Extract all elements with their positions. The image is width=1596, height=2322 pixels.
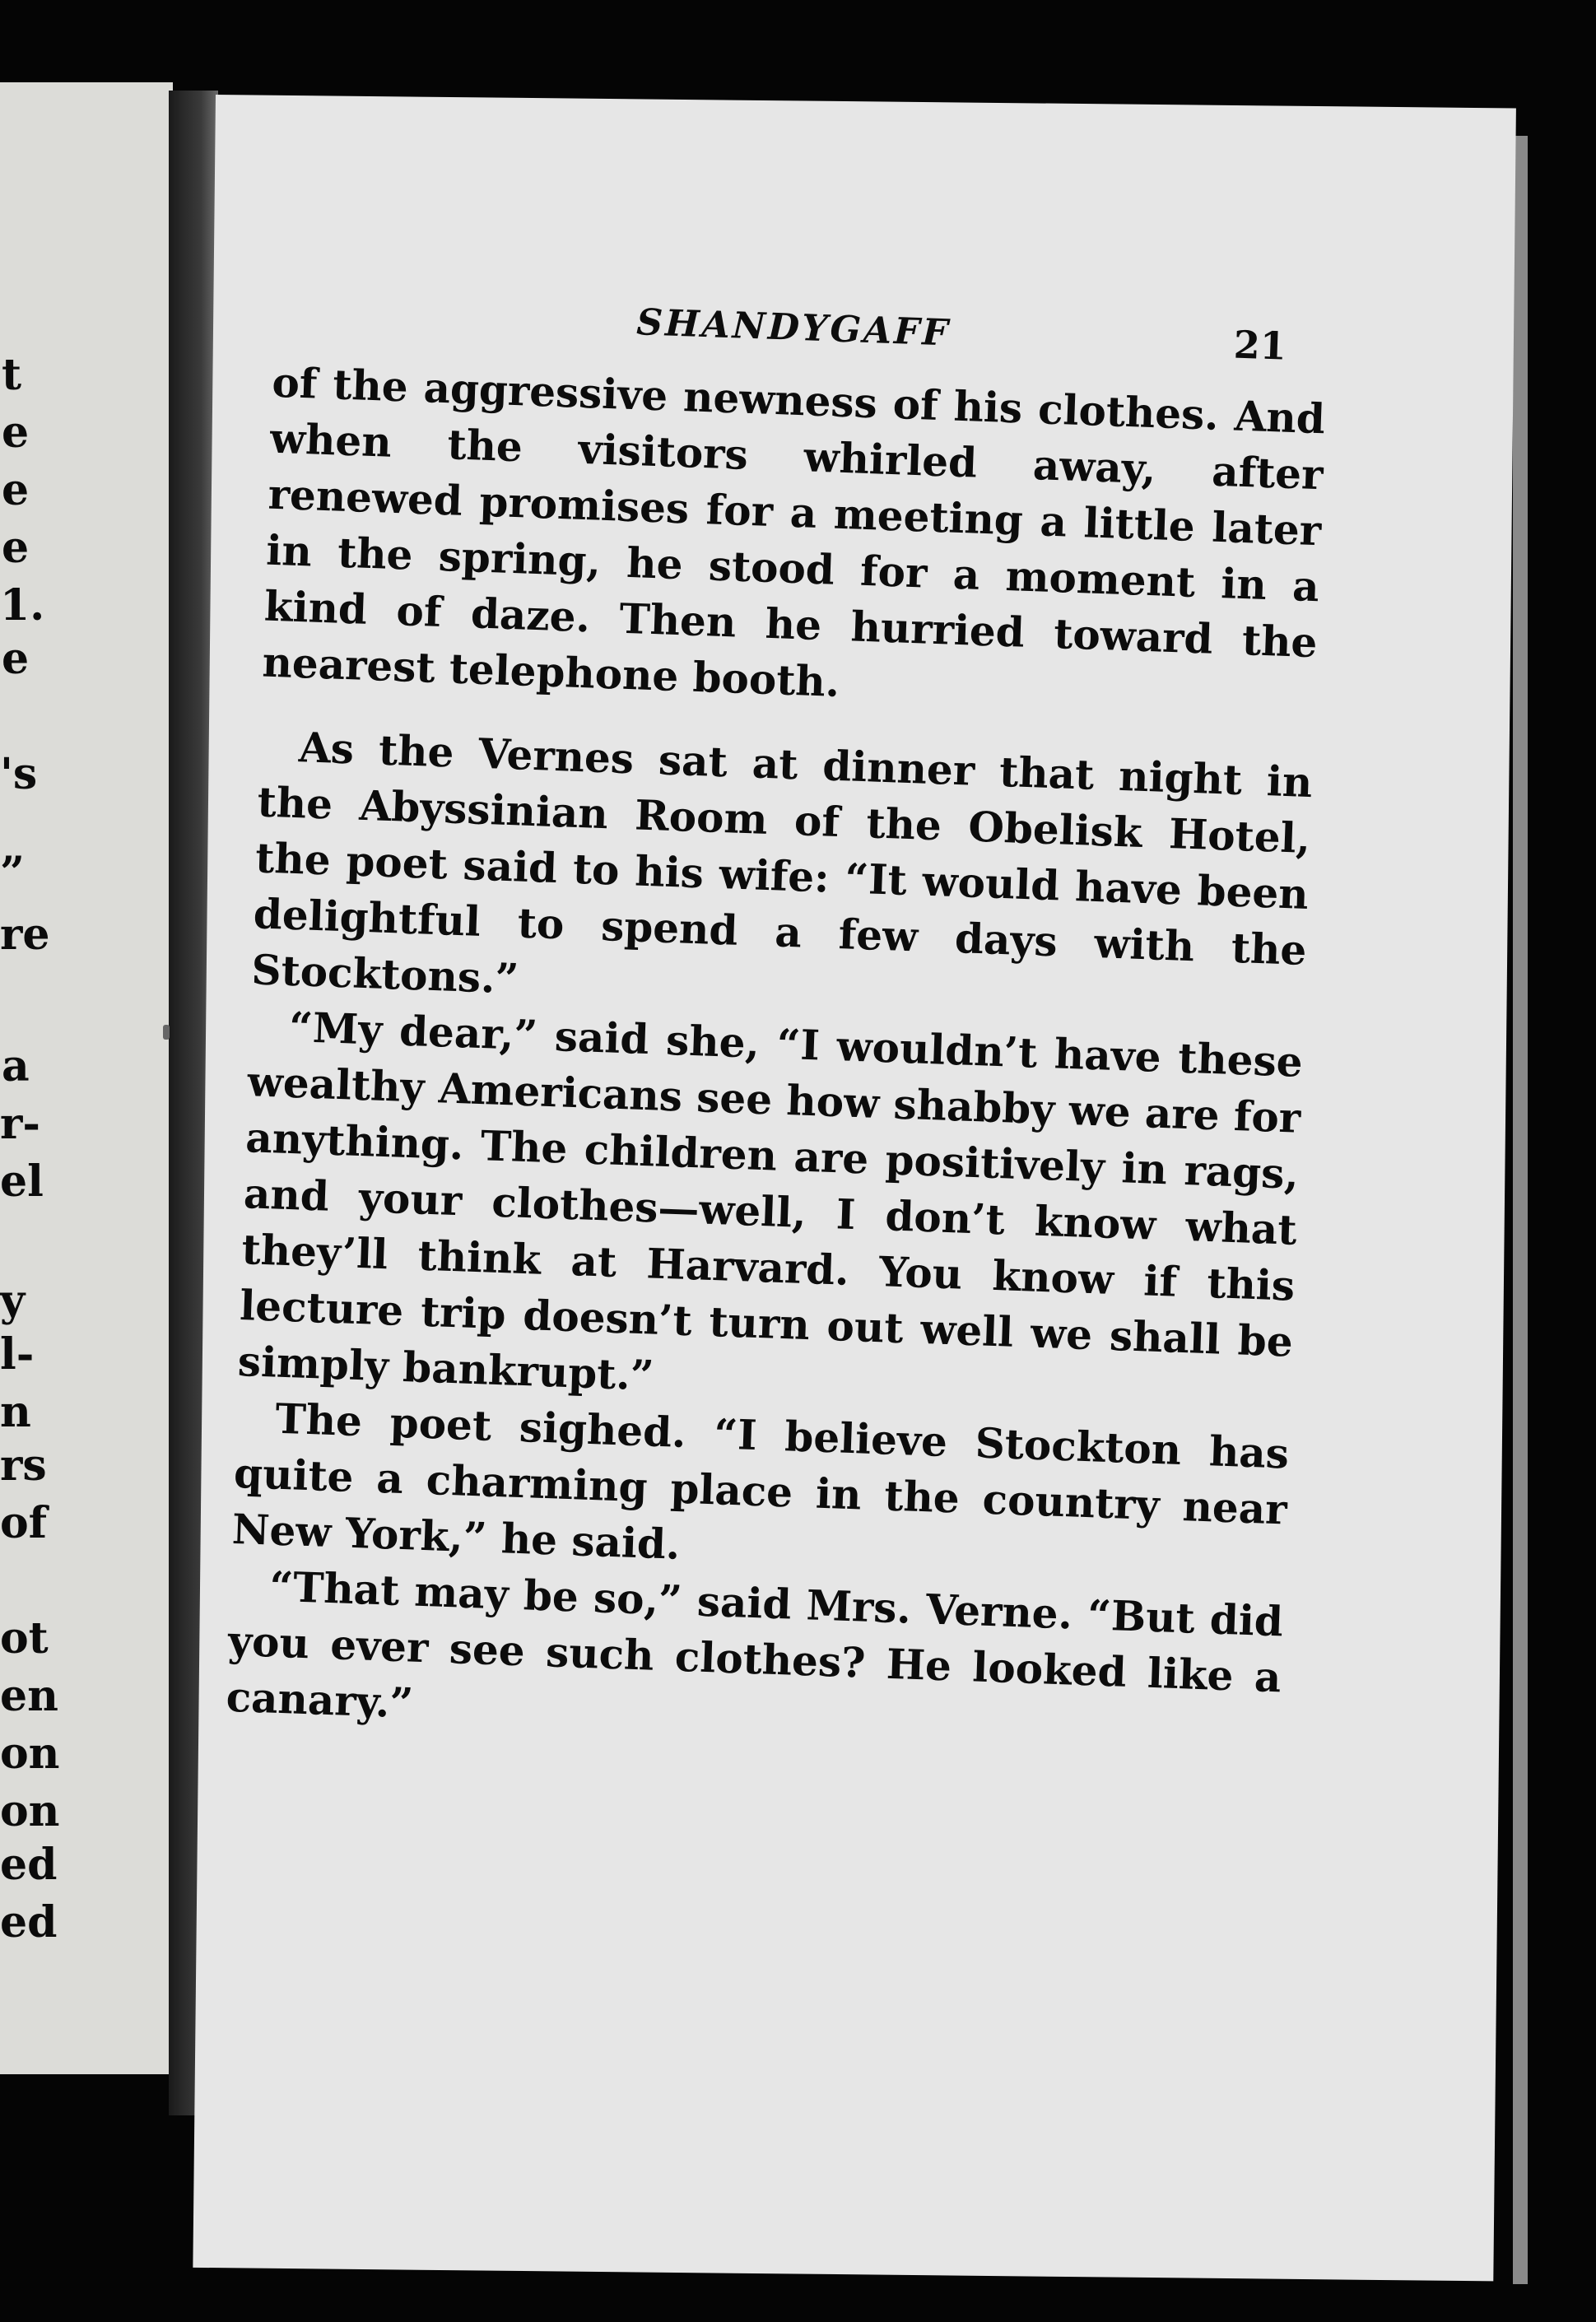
left-fragment: rs: [0, 1440, 47, 1491]
left-fragment: 1.: [0, 580, 45, 631]
paragraph: “My dear,” said she, “I wouldn’t have these wealthy Americans see how shabby we are for anything. The children are positively in rags, and your clothes—well, I don’t know what they’ll think at Harvard. You know if this lecture trip doesn’t turn out well we shall be simply bankrupt.”: [237, 1002, 1304, 1400]
left-fragment: a: [2, 1041, 30, 1091]
left-fragment: re: [0, 910, 50, 960]
paragraph: of the aggressive newness of his clothes. And when the visitors whirled away, after renewed promises for a meeting a little later in the spring, he stood for a moment in a kind of daze. Then he hurried toward the nearest telephone booth.: [261, 357, 1326, 706]
paragraph: “That may be so,” said Mrs. Verne. “But did you ever see such clothes? He looked like a canary.”: [225, 1561, 1284, 1728]
left-fragment: y: [0, 1276, 26, 1326]
left-fragment: en: [0, 1671, 58, 1721]
running-title: SHANDYGAFF: [635, 301, 952, 355]
left-fragment: t: [2, 350, 22, 400]
left-fragment: el: [0, 1156, 44, 1207]
left-fragment: e: [2, 523, 30, 573]
left-facing-page: [0, 82, 173, 2074]
left-fragment: ot: [0, 1613, 49, 1664]
page-edge: [1513, 136, 1528, 2284]
left-fragment: e: [2, 407, 30, 458]
left-fragment: ed: [0, 1897, 58, 1947]
left-fragment: e: [2, 465, 30, 515]
left-fragment: 's: [0, 749, 38, 799]
scan-speck: [163, 1025, 170, 1040]
page-number: 21: [1232, 322, 1287, 369]
paragraph: As the Vernes sat at dinner that night in the Abyssinian Room of the Obelisk Hotel, the poet said to his wife: “It would have been delightful to spend a few days with the Stocktons.”: [250, 723, 1314, 1003]
left-page-text-fragments: [0, 82, 173, 2074]
body-text: [226, 355, 1326, 1762]
left-fragment: ”: [0, 848, 25, 898]
left-fragment: ed: [0, 1840, 58, 1890]
left-fragment: r-: [0, 1099, 40, 1149]
paragraph: The poet sighed. “I believe Stockton has quite a charming place in the country near New York,” he said.: [230, 1394, 1290, 1569]
left-fragment: of: [0, 1498, 48, 1548]
page-content: [226, 289, 1328, 1762]
left-fragment: on: [0, 1786, 60, 1836]
left-fragment: l-: [0, 1329, 35, 1380]
left-fragment: n: [0, 1387, 31, 1437]
left-fragment: e: [2, 634, 30, 684]
right-page: [193, 95, 1516, 2281]
left-fragment: on: [0, 1729, 60, 1779]
